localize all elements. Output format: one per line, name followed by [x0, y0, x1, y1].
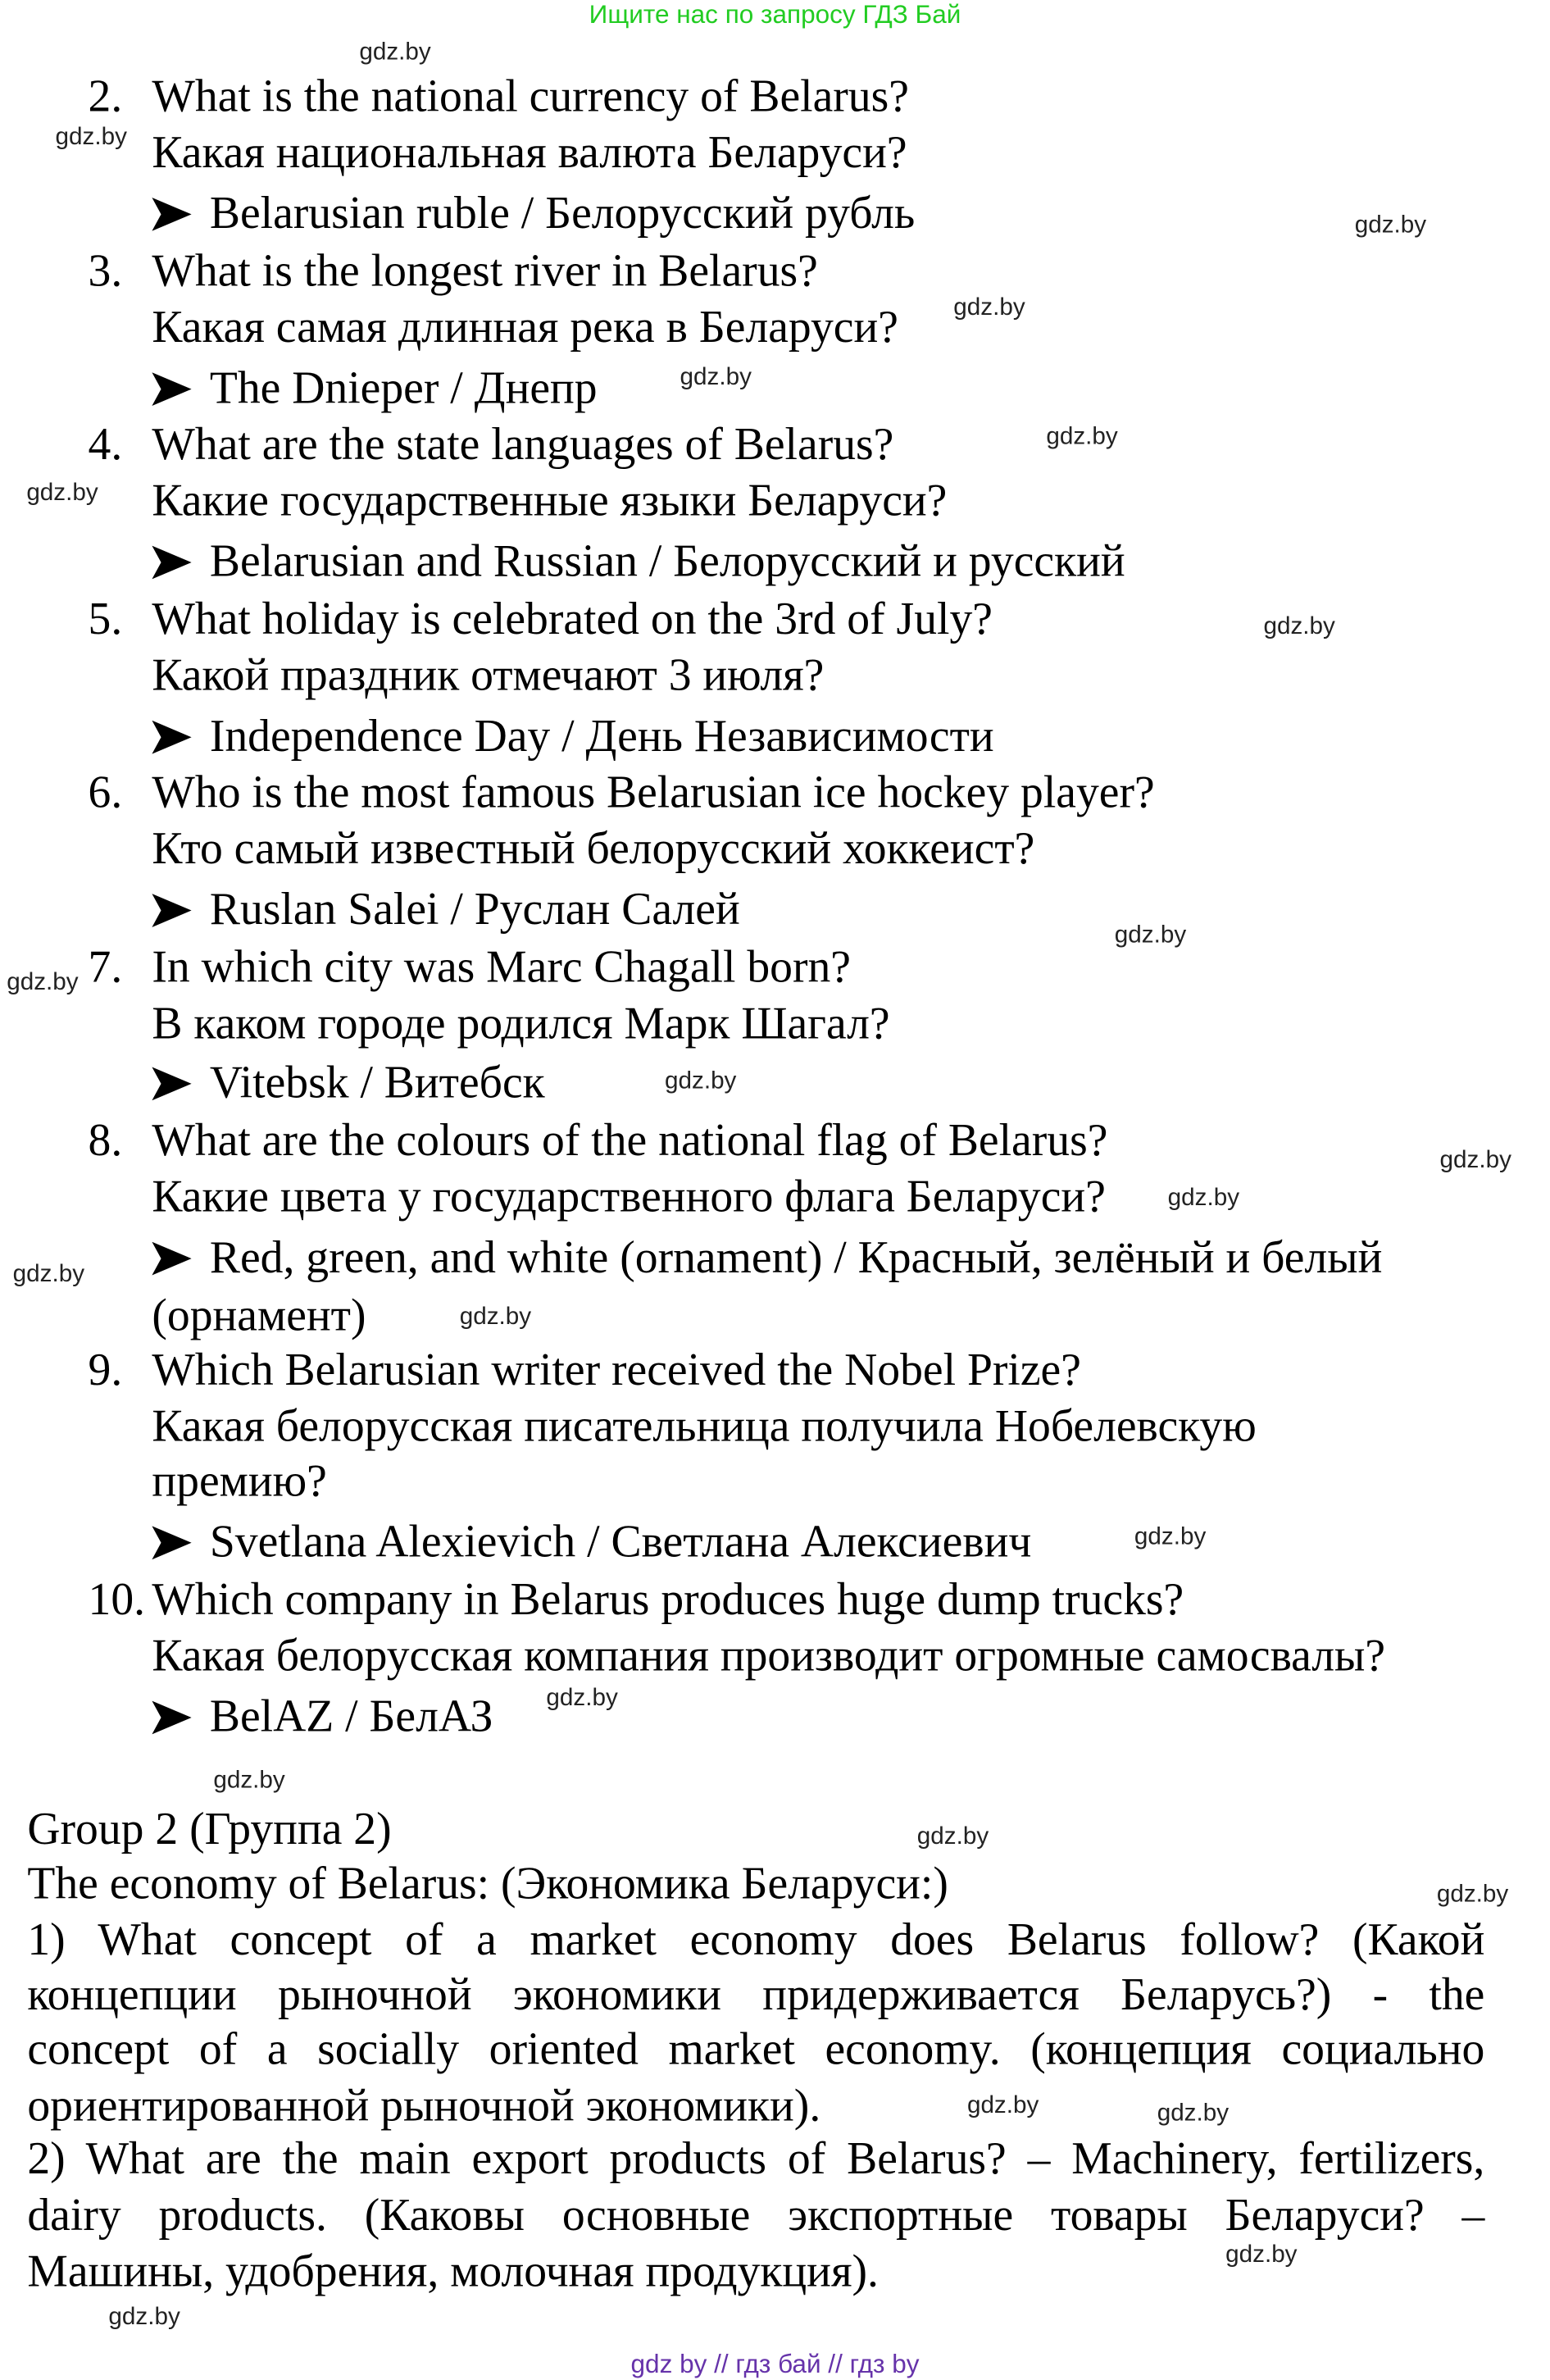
- watermark: gdz.by: [680, 364, 752, 391]
- arrow-bullet-icon: [152, 1701, 191, 1735]
- question-russian: Кто самый известный белорусский хоккеист?: [152, 823, 1035, 875]
- answer: [152, 1691, 493, 1745]
- answer: [152, 535, 1125, 590]
- answer: [152, 187, 915, 242]
- question-english: In which city was Marc Chagall born?: [152, 942, 851, 993]
- watermark: gdz.by: [546, 1686, 618, 1712]
- answer: [152, 1057, 544, 1112]
- watermark: gdz.by: [966, 2092, 1039, 2119]
- watermark: gdz.by: [1114, 922, 1187, 949]
- answer-text: Independence Day / День Независимости: [209, 711, 994, 762]
- answer: [152, 1515, 1031, 1570]
- watermark: gdz.by: [1046, 424, 1118, 450]
- watermark: gdz.by: [1263, 614, 1335, 640]
- watermark: gdz.by: [953, 294, 1025, 321]
- question-number: 10.: [88, 1574, 146, 1625]
- question-english: Which Belarusian writer received the Nobel Prize?: [152, 1345, 1081, 1395]
- question-number: 8.: [88, 1115, 123, 1167]
- arrow-bullet-icon: [152, 1526, 191, 1559]
- watermark: gdz.by: [1354, 212, 1427, 239]
- watermark: gdz.by: [459, 1304, 532, 1331]
- watermark: gdz.by: [916, 1823, 989, 1850]
- question-english: What is the longest river in Belarus?: [152, 246, 818, 297]
- watermark: gdz.by: [12, 1261, 85, 1288]
- question-russian: Какая белорусская компания производит огромные самосвалы?: [152, 1631, 1386, 1681]
- section-subtitle: The economy of Belarus: (Экономика Беларуси:): [27, 1859, 948, 1909]
- answer-continuation: (орнамент): [152, 1290, 366, 1341]
- question-english: What is the national currency of Belarus?: [152, 71, 909, 122]
- arrow-bullet-icon: [152, 721, 191, 754]
- question-russian: Какая самая длинная река в Беларуси?: [152, 302, 898, 353]
- watermark: gdz.by: [26, 480, 98, 507]
- answer-text: Ruslan Salei / Руслан Салей: [209, 885, 740, 935]
- answer-text: Belarusian and Russian / Белорусский и русский: [209, 536, 1125, 587]
- answer-text: The Dnieper / Днепр: [209, 363, 598, 414]
- question-english: What holiday is celebrated on the 3rd of July?: [152, 594, 993, 645]
- answer: [152, 883, 739, 938]
- watermark: gdz.by: [7, 969, 79, 996]
- question-number: 6.: [88, 767, 123, 818]
- question-russian: Какие цвета у государственного флага Беларуси?: [152, 1172, 1106, 1222]
- watermark: gdz.by: [1167, 1185, 1240, 1212]
- answer: [152, 1231, 1382, 1286]
- answer-text: Svetlana Alexievich / Светлана Алексиевич: [209, 1517, 1032, 1568]
- answer: [152, 362, 597, 416]
- watermark: gdz.by: [213, 1768, 285, 1794]
- watermark: gdz.by: [55, 125, 127, 151]
- group-title: Group 2 (Группа 2): [27, 1804, 392, 1854]
- paragraph-2-line: Машины, удобрения, молочная продукция).: [27, 2246, 879, 2297]
- question-english: What are the colours of the national flag of Belarus?: [152, 1115, 1108, 1167]
- watermark: gdz.by: [108, 2304, 180, 2331]
- arrow-bullet-icon: [152, 546, 191, 580]
- watermark: gdz.by: [1157, 2100, 1230, 2127]
- question-russian: В каком городе родился Марк Шагал?: [152, 999, 890, 1049]
- question-number: 7.: [88, 942, 123, 993]
- arrow-bullet-icon: [152, 198, 191, 231]
- question-russian: Какая белорусская писательница получила Нобелевскую: [152, 1401, 1257, 1452]
- watermark: gdz.by: [1134, 1524, 1207, 1551]
- paragraph-1-line: ориентированной рыночной экономики).: [27, 2081, 821, 2132]
- answer-text: BelAZ / БелАЗ: [209, 1691, 493, 1742]
- paragraph-2-line: 2) What are the main export products of Belarus? – Machinery, fertilizers,: [27, 2134, 1485, 2185]
- question-number: 3.: [88, 246, 123, 297]
- arrow-bullet-icon: [152, 1067, 191, 1101]
- question-english: Which company in Belarus produces huge dump trucks?: [152, 1574, 1184, 1625]
- question-number: 9.: [88, 1345, 123, 1395]
- header-banner[interactable]: Ищите нас по запросу ГДЗ Бай: [589, 0, 961, 30]
- question-russian: Какой праздник отмечают 3 июля?: [152, 650, 825, 701]
- arrow-bullet-icon: [152, 1242, 191, 1276]
- question-russian-continuation: премию?: [152, 1456, 327, 1507]
- answer-text: Red, green, and white (ornament) / Красный, зелёный и белый: [209, 1232, 1383, 1283]
- watermark: gdz.by: [359, 39, 431, 66]
- paragraph-2-line: dairy products. (Каковы основные экспортные товары Беларуси? –: [27, 2190, 1485, 2241]
- paragraph-1-line: 1) What concept of a market economy does Belarus follow? (Какой: [27, 1915, 1485, 1966]
- question-russian: Какая национальная валюта Беларуси?: [152, 127, 907, 178]
- footer-banner[interactable]: gdz by // гдз бай // гдз by: [630, 2350, 920, 2379]
- question-number: 2.: [88, 71, 123, 122]
- watermark: gdz.by: [664, 1068, 737, 1094]
- watermark: gdz.by: [1436, 1882, 1509, 1908]
- paragraph-1-line: concept of a socially oriented market economy. (концепция социально: [27, 2024, 1485, 2075]
- question-english: Who is the most famous Belarusian ice hockey player?: [152, 767, 1155, 818]
- question-russian: Какие государственные языки Беларуси?: [152, 476, 948, 526]
- question-number: 4.: [88, 419, 123, 470]
- answer-text: Belarusian ruble / Белорусский рубль: [209, 188, 916, 239]
- watermark: gdz.by: [1439, 1147, 1511, 1174]
- question-number: 5.: [88, 594, 123, 645]
- question-english: What are the state languages of Belarus?: [152, 419, 894, 470]
- arrow-bullet-icon: [152, 894, 191, 927]
- answer: [152, 710, 993, 765]
- arrow-bullet-icon: [152, 372, 191, 406]
- paragraph-1-line: концепции рыночной экономики придерживается Беларусь?) - the: [27, 1969, 1485, 2020]
- watermark: gdz.by: [1225, 2241, 1298, 2269]
- answer-text: Vitebsk / Витебск: [209, 1058, 545, 1108]
